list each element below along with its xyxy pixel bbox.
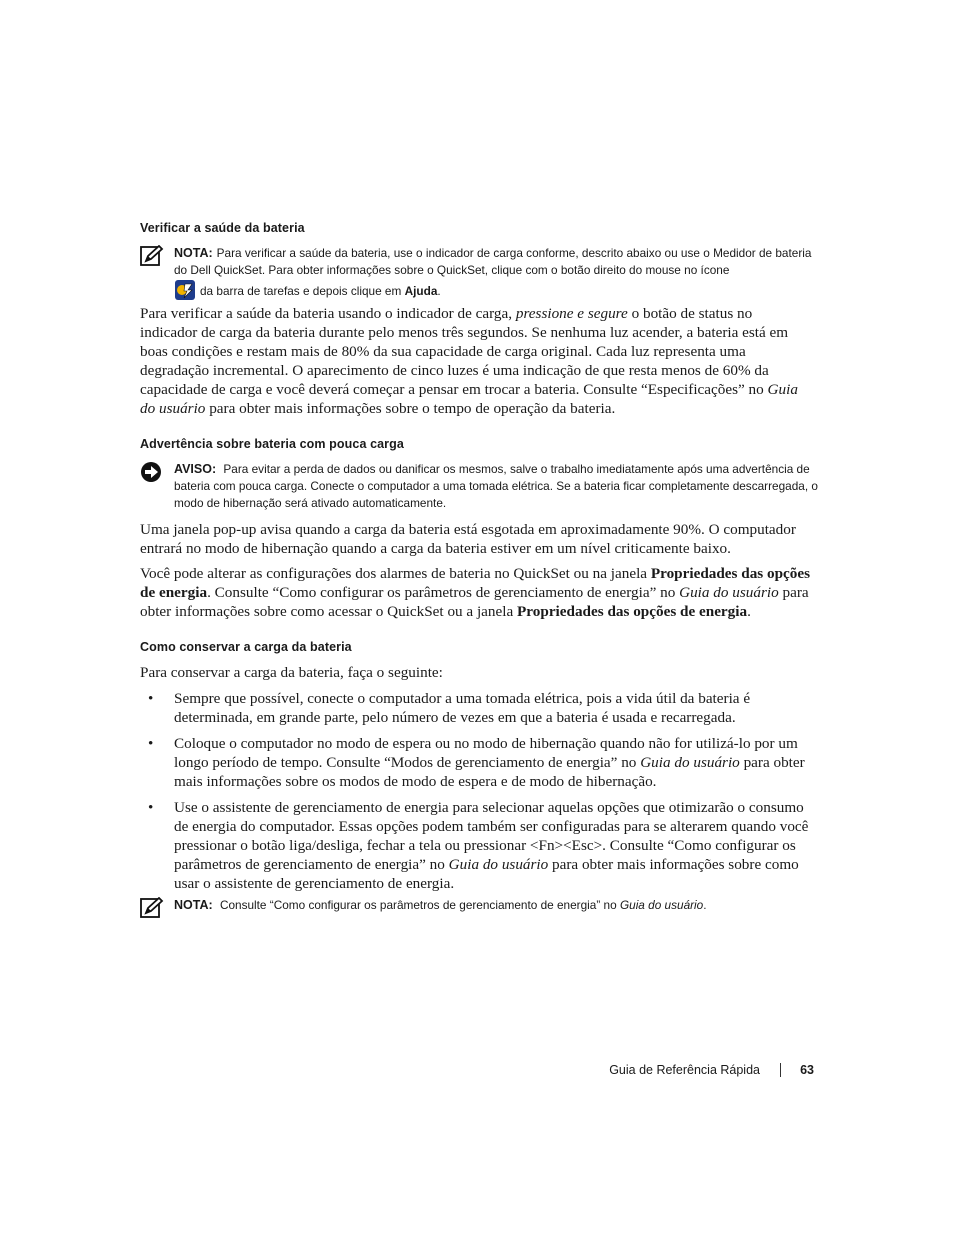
section-heading-conserve: Como conservar a carga da bateria xyxy=(140,640,352,654)
page-number: 63 xyxy=(800,1063,814,1077)
note-text xyxy=(174,897,822,914)
note-end: . xyxy=(703,898,707,912)
notice-arrow-icon xyxy=(140,461,166,483)
notice-body: Para evitar a perda de dados ou danificar os mesmos, salve o trabalho imediatamente após uma advertência de bateria com pouca carga. Conecte o computador a uma tomada elétrica. Se a bateria ficar completamente descarregada, o modo de hibernação será ativado automaticamente. xyxy=(174,462,818,510)
para-text: Para verificar a saúde da bateria usando o indicador de carga, xyxy=(140,305,513,322)
para-text: Você pode alterar as configurações dos alarmes de bateria no QuickSet ou na janela xyxy=(140,565,648,582)
para-text: . xyxy=(747,603,751,620)
paragraph-conserve-intro: Para conservar a carga da bateria, faça o seguinte: xyxy=(140,664,443,681)
para-text: o botão de status no indicador de carga da bateria durante pelo menos três segundos. Se nenhuma luz acender, a bateria está em boas condições e restam mais de 80% da sua capacidade de carga original. Cada luz representa uma degradação incremental. O aparecimento de cinco luzes é uma indicação de que resta menos de 60% da capacidade de carga e você deverá começar a pensar em trocar a bateria. Consulte “Especificações” no xyxy=(140,305,789,398)
bullet-marker: • xyxy=(148,799,154,816)
note-label: NOTA: xyxy=(174,246,213,260)
note-conserve xyxy=(140,897,820,919)
list-item xyxy=(140,798,820,893)
footer-separator xyxy=(780,1063,781,1077)
quickset-icon xyxy=(174,279,196,301)
pencil-note-icon xyxy=(140,897,166,919)
list-item-italic: Guia do usuário xyxy=(640,754,740,771)
note-body-2: da barra de tarefas e depois clique em xyxy=(200,284,402,298)
para-bold: Propriedades das opções de energia xyxy=(140,565,811,601)
list-item-text: para obter mais informações sobre os modos de modo de espera e de modo de hibernação. xyxy=(174,754,805,790)
pencil-note-icon xyxy=(140,245,166,267)
para-italic: Guia do usuário xyxy=(140,381,798,417)
paragraph-alarm-settings xyxy=(140,564,812,621)
note-text xyxy=(174,245,822,301)
section-heading-battery-health: Verificar a saúde da bateria xyxy=(140,221,305,235)
list-item-text: para obter mais informações sobre como usar o assistente de gerenciamento de energia. xyxy=(174,856,799,892)
page-footer xyxy=(560,1061,814,1081)
list-item-italic: Guia do usuário xyxy=(448,856,549,873)
note-body-1: Para verificar a saúde da bateria, use o indicador de carga conforme, descrito abaixo ou use o Medidor de bateria do Dell QuickSet. Para obter informações sobre o QuickSet, clique com o botão direito do mouse no ícone xyxy=(174,246,812,277)
list-item-text: Coloque o computador no modo de espera ou no modo de hibernação quando não for utilizá-lo por um longo período de tempo. Consulte “Modos de gerenciamento de energia” no xyxy=(174,735,798,771)
bullet-marker: • xyxy=(148,690,154,707)
notice-text xyxy=(174,461,822,512)
list-item-text: Sempre que possível, conecte o computador a uma tomada elétrica, pois a vida útil da bateria é determinada, em grande parte, pelo número de vezes em que a bateria é usada e recarregada. xyxy=(174,690,751,726)
note-label: NOTA: xyxy=(174,898,213,912)
list-item xyxy=(140,734,820,791)
paragraph-battery-health xyxy=(140,304,812,418)
footer-title: Guia de Referência Rápida xyxy=(609,1063,760,1077)
conserve-list xyxy=(140,689,820,900)
note-end: . xyxy=(437,284,441,298)
note-italic: Guia do usuário xyxy=(619,898,704,912)
note-battery-health xyxy=(140,245,820,301)
para-text: para obter mais informações sobre o tempo de operação da bateria. xyxy=(209,400,616,417)
list-item-text: Use o assistente de gerenciamento de energia para selecionar aquelas opções que otimizarão o consumo de energia do computador. Essas opções podem também ser configuradas para se alterarem quando você pressionar o botão liga/desliga, fechar a tela ou pressionar <Fn><Esc>. Consulte “Como configurar os parâmetros de gerenciamento de energia” no xyxy=(174,799,809,873)
section-heading-low-battery: Advertência sobre bateria com pouca carga xyxy=(140,437,404,451)
list-item xyxy=(140,689,820,727)
notice-label: AVISO: xyxy=(174,462,217,476)
para-bold: Propriedades das opções de energia xyxy=(517,603,748,620)
para-italic: pressione e segure xyxy=(515,305,628,322)
paragraph-popup-warning: Uma janela pop-up avisa quando a carga da bateria está esgotada em aproximadamente 90%. O computador entrará no modo de hibernação quando a carga da bateria estiver em um nível criticamente baixo. xyxy=(140,521,796,557)
note-body: Consulte “Como configurar os parâmetros de gerenciamento de energia” no xyxy=(219,898,617,912)
bullet-marker: • xyxy=(148,735,154,752)
notice-low-battery xyxy=(140,461,820,513)
note-help-term: Ajuda xyxy=(404,284,438,298)
para-text: para obter informações sobre como acessar o QuickSet ou a janela xyxy=(140,584,809,620)
para-italic: Guia do usuário xyxy=(679,584,779,601)
para-text: . Consulte “Como configurar os parâmetros de gerenciamento de energia” no xyxy=(207,584,676,601)
